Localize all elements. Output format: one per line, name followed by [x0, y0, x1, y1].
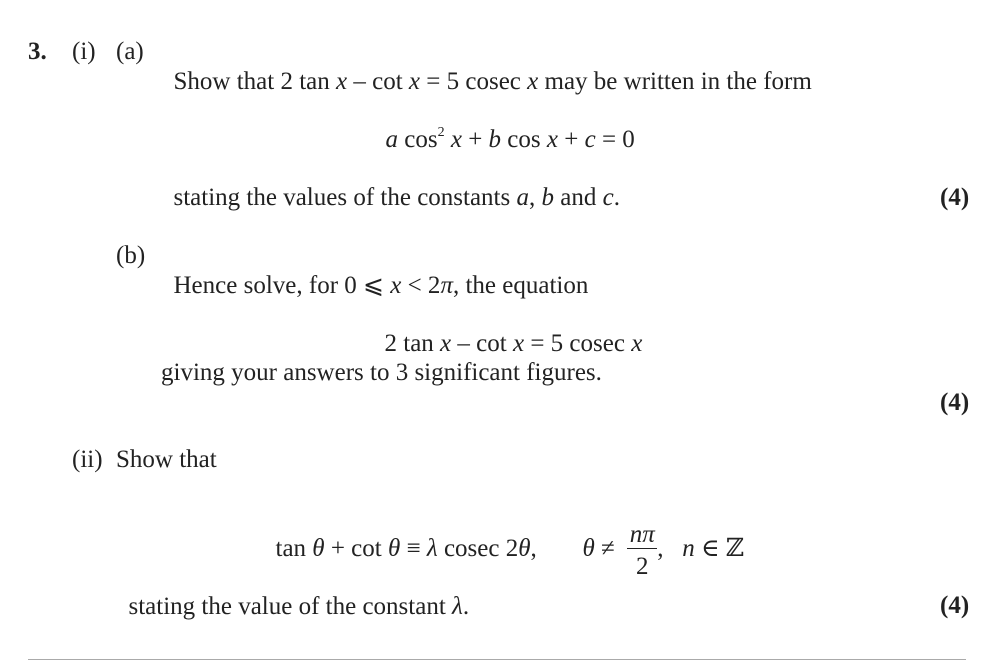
- part-ii-condition: θ ≠ $\frac{n\pi}{2}$ , n ∈ ℤ: [582, 521, 745, 581]
- part-a-marks: (4): [940, 184, 970, 211]
- part-ii-marks: (4): [940, 592, 970, 619]
- part-ii-label: (ii): [72, 446, 103, 473]
- part-b-answer-instruction: giving your answers to 3 significant figures.: [161, 359, 602, 386]
- part-b-marks: (4): [940, 389, 970, 416]
- question-number: 3.: [28, 38, 47, 65]
- part-b-instruction: Hence solve, for 0 ⩽ x < 2π, the equation: [173, 272, 589, 299]
- part-a-constants-text: stating the values of the constants a, b and c.: [173, 184, 620, 211]
- part-a-instruction: Show that 2 tan x – cot x = 5 cosec x may be written in the form: [173, 68, 812, 95]
- part-a-label: (a): [116, 38, 144, 65]
- part-ii-instruction: Show that: [116, 446, 217, 473]
- part-a-target-equation: a $\cos^2 x + b$ cos x + c = 0: [385, 125, 635, 153]
- part-ii-identity: tan θ + cot θ ≡ λ cosec 2θ,: [275, 535, 537, 562]
- divider-line: [28, 659, 966, 660]
- part-ii-constant-text: stating the value of the constant λ.: [128, 593, 470, 620]
- part-b-equation: 2 tan x – cot x = 5 cosec x: [384, 330, 643, 357]
- part-i-label: (i): [72, 38, 96, 65]
- part-b-label: (b): [116, 242, 146, 269]
